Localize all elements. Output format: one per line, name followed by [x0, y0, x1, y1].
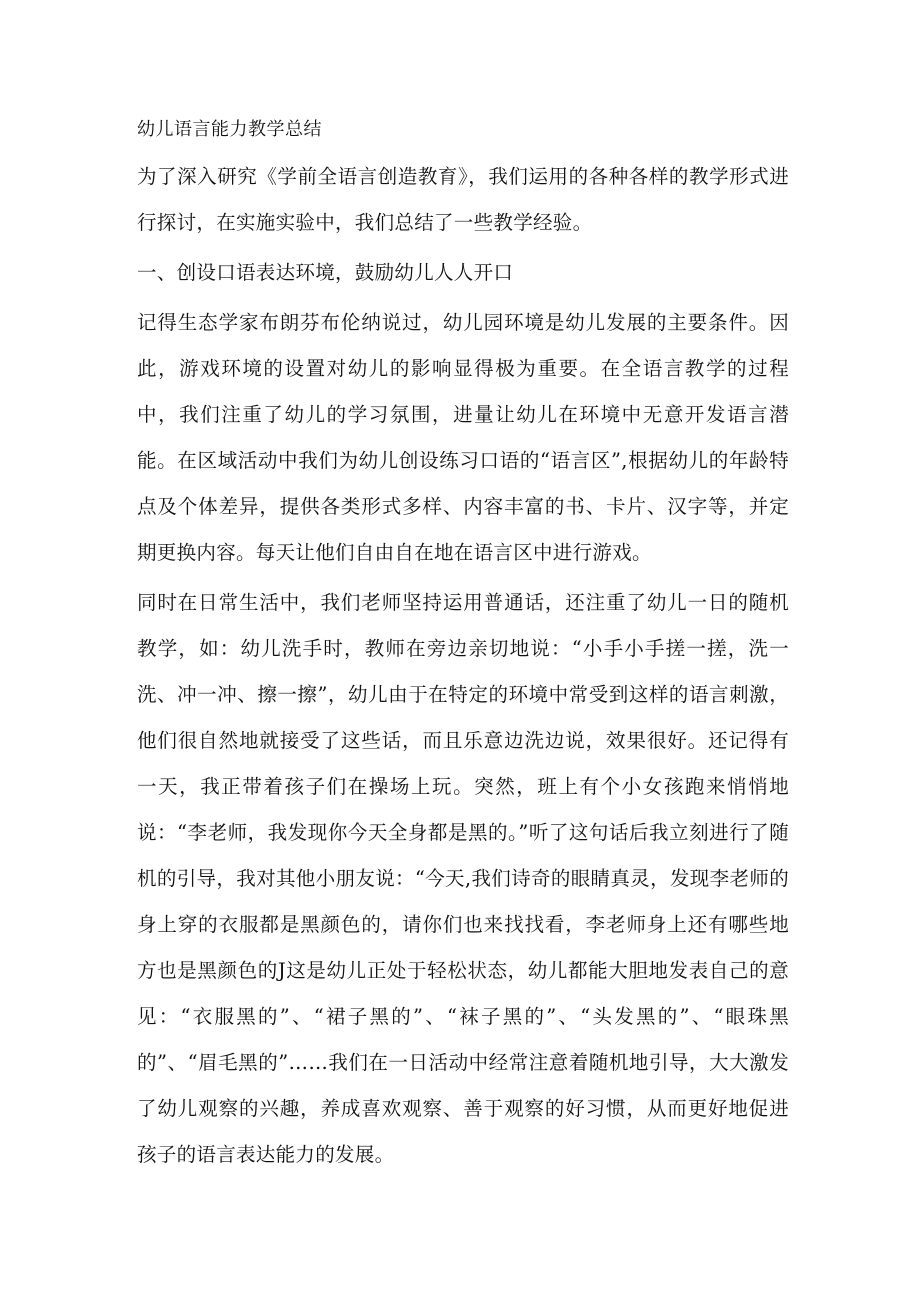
body-paragraph-daily-life: 同时在日常生活中，我们老师坚持运用普通话，还注重了幼儿一日的随机教学，如：幼儿洗手时，教师在旁边亲切地说：“小手小手搓一搓，洗一洗、冲一冲、擦一擦”，幼儿由于在特定的环境中常受到这样的语言刺激，他们很自然地就接受了这些话，而且乐意边洗边说，效果很好。还记得有一天，我正带着孩子们在操场上玩。突然，班上有个小女孩跑来悄悄地说：“李老师，我发现你今天全身都是黑的。”听了这句话后我立刻进行了随机的引导，我对其他小朋友说：“今天,我们诗奇的眼睛真灵，发现李老师的身上穿的衣服都是黑颜色的，请你们也来找找看，李老师身上还有哪些地方也是黑颜色的J这是幼儿正处于轻松状态，幼儿都能大胆地发表自己的意见：“衣服黑的”、“裙子黑的”、“袜子黑的”、“头发黑的”、“眼珠黑的”、“眉毛黑的”……我们在一日活动中经常注意着随机地引导，大大激发了幼儿观察的兴趣，养成喜欢观察、善于观察的好习惯，从而更好地促进孩子的语言表达能力的发展。 — [137, 591, 789, 1166]
body-paragraph-environment: 记得生态学家布朗芬布伦纳说过，幼儿园环境是幼儿发展的主要条件。因此，游戏环境的设置对幼儿的影响显得极为重要。在全语言教学的过程中，我们注重了幼儿的学习氛围，进量让幼儿在环境中无意开发语言潜能。在区域活动中我们为幼儿创设练习口语的“语言区”,根据幼儿的年龄特点及个体差异，提供各类形式多样、内容丰富的书、卡片、汉字等，并定期更换内容。每天让他们自由自在地在语言区中进行游戏。 — [137, 311, 789, 564]
document-body — [137, 114, 789, 1182]
intro-paragraph: 为了深入研究《学前全语言创造教育》，我们运用的各种各样的教学形式进行探讨，在实施实验中，我们总结了一些教学经验。 — [137, 165, 789, 234]
section-heading: 一、创设口语表达环境，鼓励幼儿人人开口 — [137, 261, 514, 284]
document-title: 幼儿语言能力教学总结 — [137, 119, 322, 140]
